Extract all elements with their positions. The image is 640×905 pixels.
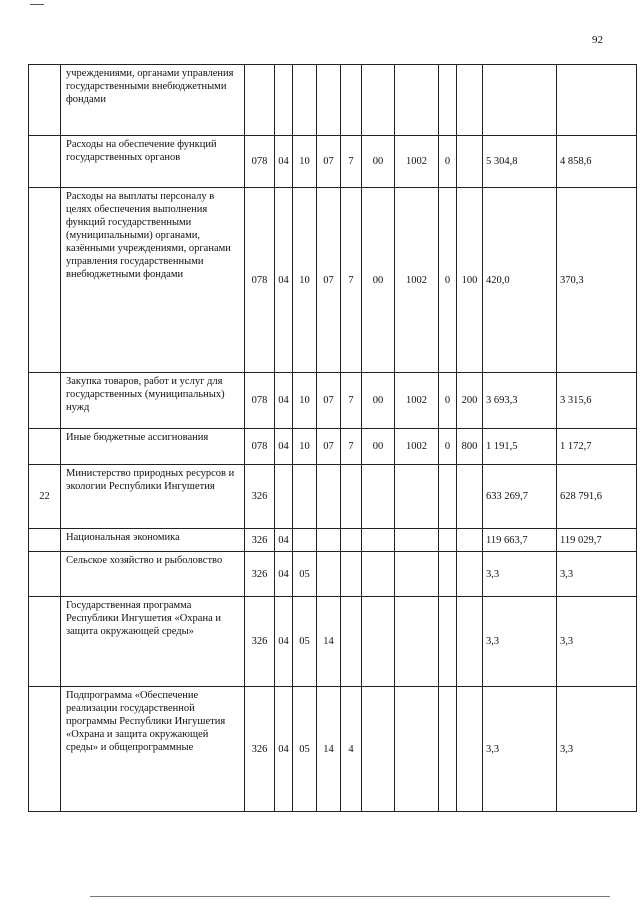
code-subprogram: 7 (341, 429, 362, 465)
code-program: 14 (317, 597, 341, 687)
code-subsection: 10 (293, 429, 317, 465)
code-subprogram: 4 (341, 687, 362, 812)
code-subprogram: 7 (341, 188, 362, 373)
code-subprogram (341, 597, 362, 687)
row-name: Сельское хозяйство и рыболовство (61, 552, 245, 597)
code-section: 04 (275, 136, 293, 188)
amount-approved: 3,3 (483, 552, 557, 597)
code-program (317, 552, 341, 597)
row-number (29, 529, 61, 552)
code-direction (362, 552, 395, 597)
code-section: 04 (275, 597, 293, 687)
code-extra (439, 529, 457, 552)
code-ministry: 078 (245, 136, 275, 188)
table-row (29, 429, 637, 465)
code-subsection: 05 (293, 687, 317, 812)
row-number (29, 136, 61, 188)
amount-executed: 628 791,6 (557, 465, 637, 529)
amount-approved: 3 693,3 (483, 373, 557, 429)
table-row (29, 687, 637, 812)
budget-table (28, 64, 637, 812)
code-expense (395, 465, 439, 529)
amount-approved: 633 269,7 (483, 465, 557, 529)
row-name: Министерство природных ресурсов и экологии Республики Ингушетия (61, 465, 245, 529)
code-expense-type (457, 529, 483, 552)
code-direction (362, 465, 395, 529)
row-number (29, 597, 61, 687)
row-name: Национальная экономика (61, 529, 245, 552)
code-program: 14 (317, 687, 341, 812)
code-ministry: 326 (245, 597, 275, 687)
amount-executed: 1 172,7 (557, 429, 637, 465)
code-direction: 00 (362, 373, 395, 429)
row-number (29, 429, 61, 465)
code-program: 07 (317, 188, 341, 373)
table-row (29, 136, 637, 188)
code-subsection: 05 (293, 552, 317, 597)
code-expense (395, 687, 439, 812)
code-expense-type (457, 136, 483, 188)
amount-executed: 370,3 (557, 188, 637, 373)
code-expense-type (457, 552, 483, 597)
code-subprogram: 7 (341, 136, 362, 188)
code-expense-type (457, 687, 483, 812)
row-number (29, 373, 61, 429)
code-direction: 00 (362, 188, 395, 373)
amount-executed: 119 029,7 (557, 529, 637, 552)
code-section: 04 (275, 429, 293, 465)
code-direction: 00 (362, 429, 395, 465)
amount-executed: 3,3 (557, 597, 637, 687)
amount-executed: 3,3 (557, 552, 637, 597)
row-name: Государственная программа Республики Ингушетия «Охрана и защита окружающей среды» (61, 597, 245, 687)
code-ministry: 078 (245, 373, 275, 429)
row-name: Расходы на обеспечение функций государственных органов (61, 136, 245, 188)
code-expense-type (457, 465, 483, 529)
code-expense: 1002 (395, 429, 439, 465)
code-section: 04 (275, 552, 293, 597)
code-program (317, 465, 341, 529)
code-direction (362, 687, 395, 812)
code-program: 07 (317, 136, 341, 188)
code-expense-type (457, 65, 483, 136)
code-section: 04 (275, 529, 293, 552)
code-expense-type: 200 (457, 373, 483, 429)
code-expense: 1002 (395, 373, 439, 429)
table-row (29, 597, 637, 687)
code-extra: 0 (439, 188, 457, 373)
code-ministry: 326 (245, 687, 275, 812)
code-subsection (293, 529, 317, 552)
code-ministry: 326 (245, 552, 275, 597)
table-row (29, 552, 637, 597)
row-number (29, 687, 61, 812)
amount-executed: 3 315,6 (557, 373, 637, 429)
code-direction (362, 529, 395, 552)
code-program (317, 65, 341, 136)
code-ministry (245, 65, 275, 136)
code-expense-type: 100 (457, 188, 483, 373)
page-number: 92 (592, 34, 603, 46)
code-ministry: 078 (245, 188, 275, 373)
code-section (275, 465, 293, 529)
code-extra (439, 552, 457, 597)
amount-approved: 3,3 (483, 687, 557, 812)
code-subsection: 10 (293, 136, 317, 188)
amount-approved: 5 304,8 (483, 136, 557, 188)
code-extra: 0 (439, 373, 457, 429)
row-name: Расходы на выплаты персоналу в целях обеспечения выполнения функций государственными (муниципальными) органами, казёнными учреждениями, органами управления государственными внебюджетными фондами (61, 188, 245, 373)
row-name: Закупка товаров, работ и услуг для государственных (муниципальных) нужд (61, 373, 245, 429)
code-section (275, 65, 293, 136)
code-direction: 00 (362, 136, 395, 188)
code-subprogram (341, 465, 362, 529)
code-section: 04 (275, 687, 293, 812)
row-number (29, 552, 61, 597)
code-direction (362, 65, 395, 136)
code-subsection: 10 (293, 373, 317, 429)
row-name: Иные бюджетные ассигнования (61, 429, 245, 465)
code-subprogram: 7 (341, 373, 362, 429)
code-extra (439, 597, 457, 687)
table-row (29, 188, 637, 373)
amount-approved: 3,3 (483, 597, 557, 687)
table-row (29, 465, 637, 529)
row-number: 22 (29, 465, 61, 529)
code-subprogram (341, 552, 362, 597)
amount-approved (483, 65, 557, 136)
code-subsection: 05 (293, 597, 317, 687)
code-extra: 0 (439, 429, 457, 465)
code-ministry: 326 (245, 529, 275, 552)
amount-approved: 420,0 (483, 188, 557, 373)
code-ministry: 326 (245, 465, 275, 529)
scan-artifact-line (90, 896, 610, 897)
code-ministry: 078 (245, 429, 275, 465)
table-row (29, 529, 637, 552)
scan-artifact-line (30, 4, 44, 5)
table-row (29, 65, 637, 136)
code-expense-type: 800 (457, 429, 483, 465)
code-expense (395, 65, 439, 136)
code-expense: 1002 (395, 188, 439, 373)
code-extra (439, 687, 457, 812)
amount-executed (557, 65, 637, 136)
code-program (317, 529, 341, 552)
code-section: 04 (275, 373, 293, 429)
code-program: 07 (317, 429, 341, 465)
code-expense (395, 552, 439, 597)
code-subsection (293, 465, 317, 529)
code-expense-type (457, 597, 483, 687)
amount-approved: 119 663,7 (483, 529, 557, 552)
code-extra (439, 65, 457, 136)
row-name: Подпрограмма «Обеспечение реализации государственной программы Республики Ингушетия «Охрана и защита окружающей среды» и общепрограммные (61, 687, 245, 812)
code-subsection (293, 65, 317, 136)
row-number (29, 188, 61, 373)
code-section: 04 (275, 188, 293, 373)
code-expense: 1002 (395, 136, 439, 188)
amount-executed: 3,3 (557, 687, 637, 812)
code-extra: 0 (439, 136, 457, 188)
code-program: 07 (317, 373, 341, 429)
amount-approved: 1 191,5 (483, 429, 557, 465)
code-subprogram (341, 65, 362, 136)
code-expense (395, 597, 439, 687)
table-row (29, 373, 637, 429)
amount-executed: 4 858,6 (557, 136, 637, 188)
code-expense (395, 529, 439, 552)
row-name: учреждениями, органами управления государственными внебюджетными фондами (61, 65, 245, 136)
code-direction (362, 597, 395, 687)
code-subprogram (341, 529, 362, 552)
code-subsection: 10 (293, 188, 317, 373)
row-number (29, 65, 61, 136)
code-extra (439, 465, 457, 529)
